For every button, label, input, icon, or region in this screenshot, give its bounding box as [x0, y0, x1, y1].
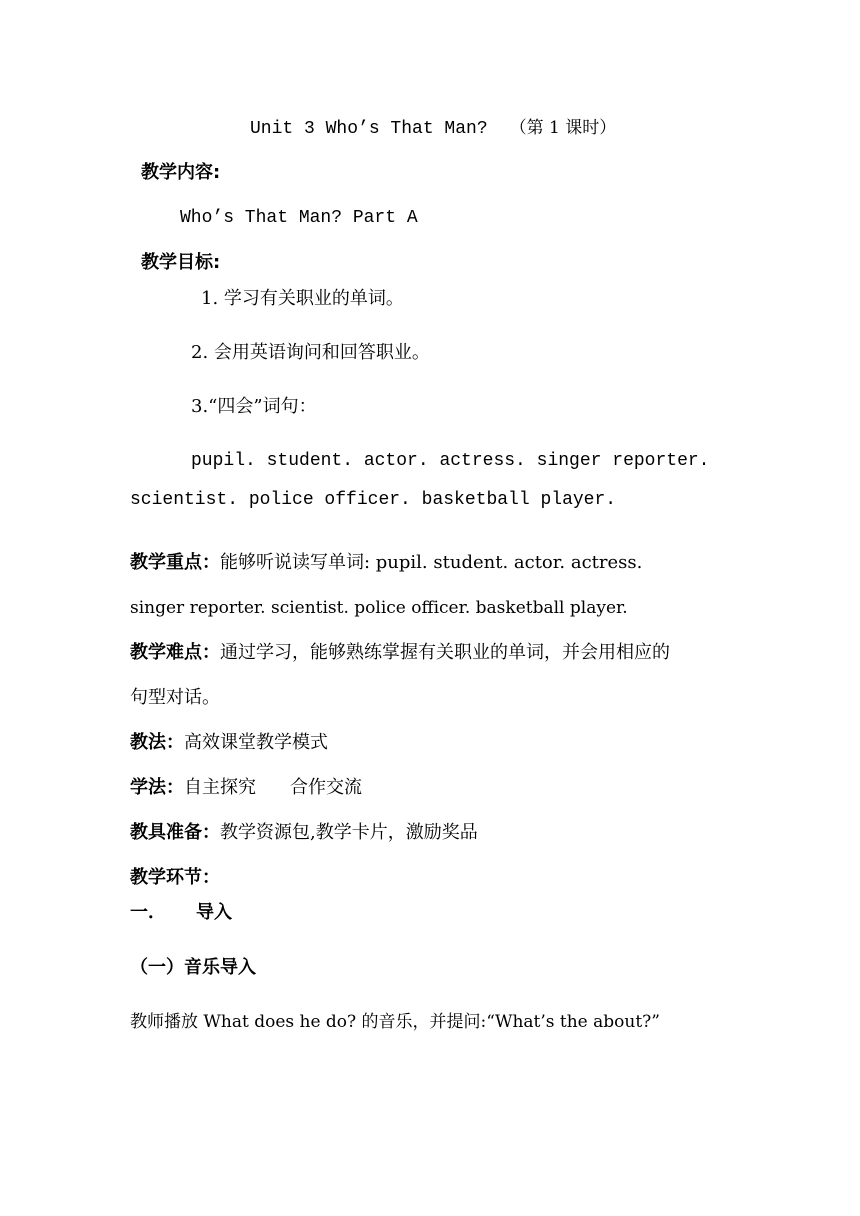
key-points-label: 教学重点：: [130, 552, 220, 573]
difficulties-text: 通过学习，能够熟练掌握有关职业的单词，并会用相应的: [220, 642, 670, 663]
teaching-method-label: 教法：: [130, 732, 184, 753]
difficulties-text-2: 句型对话。: [130, 687, 220, 708]
step-1-title: 导入: [196, 902, 232, 923]
teaching-steps-heading: 教学环节：: [130, 867, 220, 888]
teaching-method: [130, 732, 328, 754]
goal-item-2: 2. 会用英语询问和回答职业。: [191, 342, 430, 363]
document-title: [250, 117, 616, 140]
teaching-tools-label: 教具准备：: [130, 822, 220, 843]
teaching-method-text: 高效课堂教学模式: [184, 732, 328, 753]
difficulties-label: 教学难点：: [130, 642, 220, 663]
key-points: [130, 552, 642, 574]
goal-item-1: 1. 学习有关职业的单词。: [201, 288, 404, 309]
section-heading-content: 教学内容:: [141, 162, 221, 183]
vocab-line-1: pupil. student. actor. actress. singer reporter.: [191, 451, 710, 471]
teaching-tools: [130, 822, 478, 844]
vocab-line-2: scientist. police officer. basketball player.: [130, 490, 617, 510]
section-heading-goals: 教学目标:: [141, 252, 221, 273]
step-1-heading: [130, 902, 232, 924]
key-points-text: 能够听说读写单词: pupil. student. actor. actress.: [220, 552, 643, 573]
goal-item-3: 3.“四会”词句：: [191, 396, 317, 417]
step-1-number: 一．: [130, 902, 166, 923]
key-points-words: singer reporter. scientist. police officer. basketball player.: [130, 598, 628, 618]
substep-1-heading: （一）音乐导入: [130, 957, 256, 978]
title-main: Unit 3 Who’s That Man?: [250, 119, 488, 139]
title-suffix: （第 1 课时）: [509, 118, 617, 138]
content-text: Who’s That Man? Part A: [180, 208, 418, 228]
difficulties: [130, 642, 670, 664]
substep-1-text: 教师播放 What does he do? 的音乐，并提问:“What’s the about?”: [130, 1012, 660, 1032]
learning-method-label: 学法：: [130, 777, 184, 798]
learning-method-text-1: 自主探究: [184, 777, 256, 798]
learning-method-text-2: 合作交流: [290, 777, 362, 798]
teaching-tools-text: 教学资源包,教学卡片，激励奖品: [220, 822, 478, 843]
learning-method: [130, 777, 362, 799]
